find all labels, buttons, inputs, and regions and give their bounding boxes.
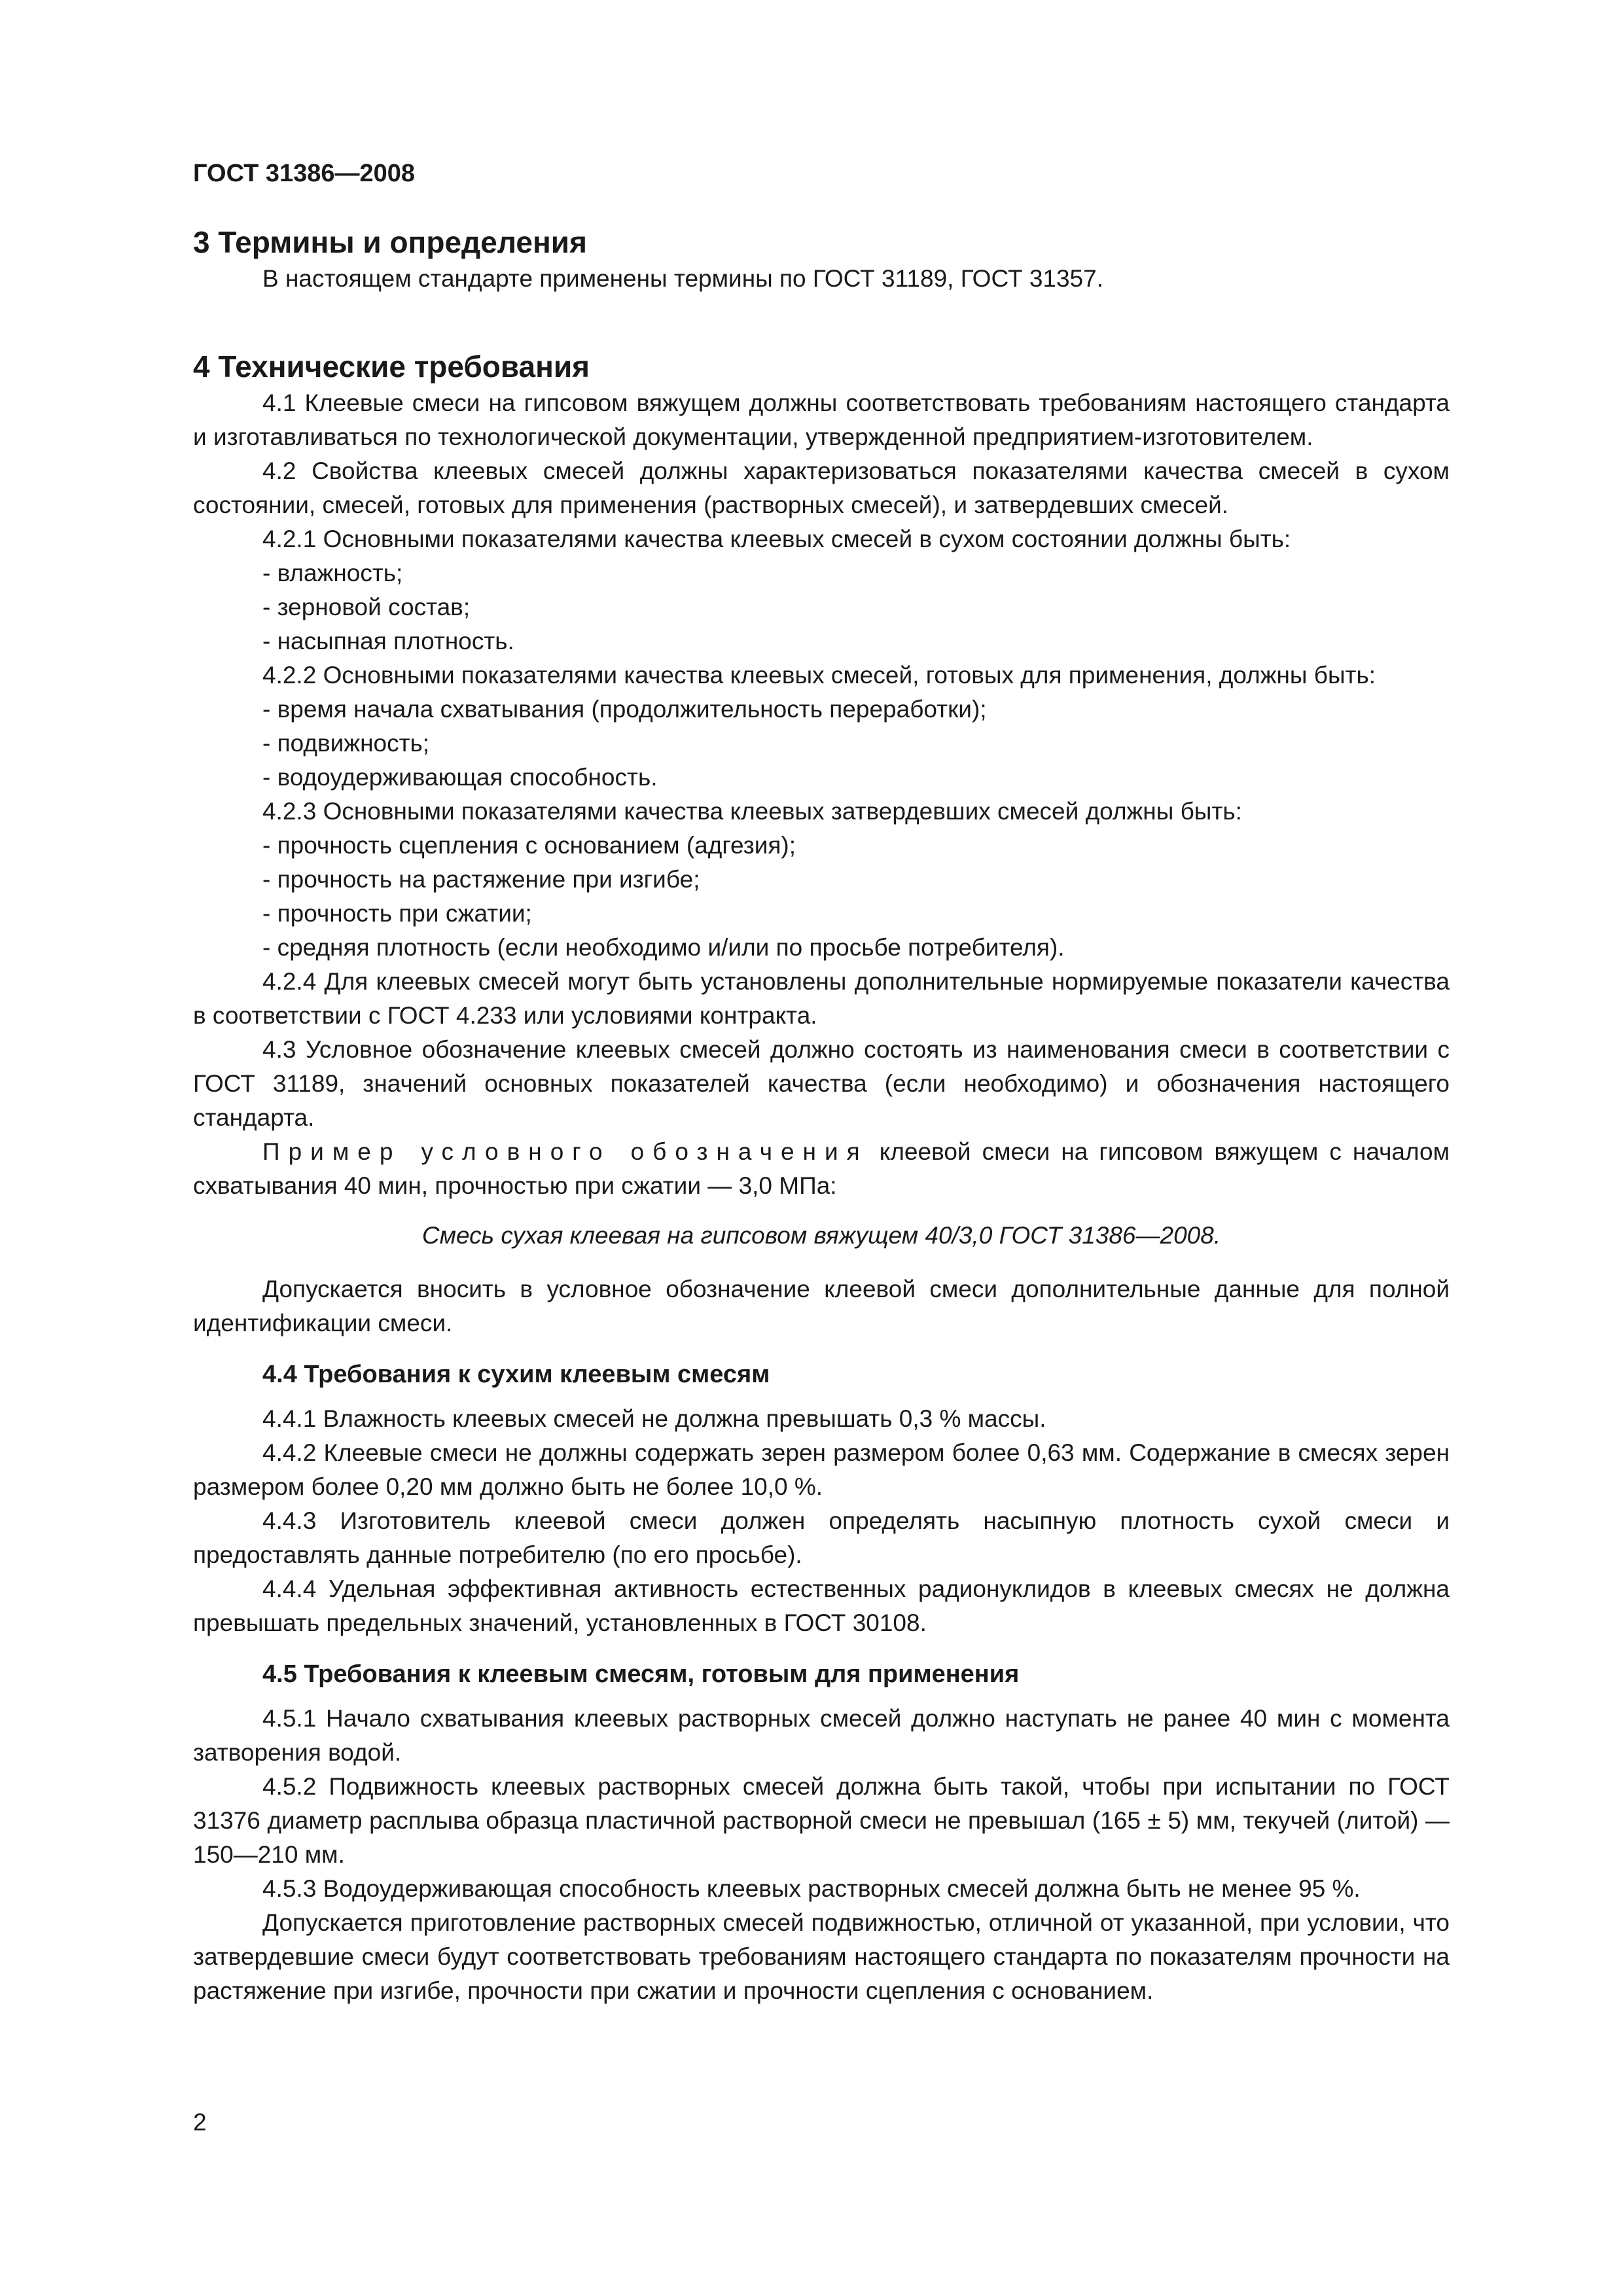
list-item: - средняя плотность (если необходимо и/или по просьбе потребителя). [262, 934, 1065, 961]
section-4-4-title: 4.4 Требования к сухим клеевым смесям [262, 1361, 770, 1388]
list-item: - время начала схватывания (продолжительность переработки); [262, 696, 987, 723]
list-item: - прочность на растяжение при изгибе; [262, 866, 700, 893]
paragraph-4-2-3: 4.2.3 Основными показателями качества клеевых затвердевших смесей должны быть: [262, 798, 1242, 825]
paragraph-4-5-allowed: Допускается приготовление растворных смесей подвижностью, отличной от указанной, при условии, что затвердевшие смеси будут соответствовать требованиям настоящего стандарта по показателям прочности на растяжение при изгибе, прочности при сжатии и прочности сцепления с основанием. [193, 1909, 1450, 2004]
list-item: - зерновой состав; [262, 594, 471, 620]
paragraph-4-2-2: 4.2.2 Основными показателями качества клеевых смесей, готовых для применения, должны быть: [262, 662, 1376, 689]
list-item: - влажность; [262, 560, 403, 586]
list-item: - подвижность; [262, 730, 430, 757]
example-label: Пример условного обозначения [262, 1138, 868, 1165]
paragraph-4-4-2: 4.4.2 Клеевые смеси не должны содержать зерен размером более 0,63 мм. Содержание в смесях зерен размером более 0,20 мм должно быть не более 10,0 %. [193, 1439, 1450, 1500]
list-item: - насыпная плотность. [262, 628, 514, 655]
paragraph-allowed-additions: Допускается вносить в условное обозначение клеевой смеси дополнительные данные для полной идентификации смеси. [193, 1276, 1450, 1336]
list-item: - водоудерживающая способность. [262, 764, 658, 791]
paragraph-4-3: 4.3 Условное обозначение клеевых смесей должно состоять из наименования смеси в соответствии с ГОСТ 31189, значений основных показателей качества (если необходимо) и обозначения настоящего стандарта. [193, 1036, 1450, 1131]
section-3-title: 3 Термины и определения [193, 225, 587, 259]
list-item: - прочность при сжатии; [262, 900, 532, 927]
paragraph-4-2-4: 4.2.4 Для клеевых смесей могут быть установлены дополнительные нормируемые показатели качества в соответствии с ГОСТ 4.233 или условиями контракта. [193, 968, 1450, 1029]
paragraph-4-5-2: 4.5.2 Подвижность клеевых растворных смесей должна быть такой, чтобы при испытании по ГОСТ 31376 диаметр расплыва образца пластичной растворной смеси не превышал (165 ± 5) мм, текучей (литой) — 150—210 мм. [193, 1773, 1450, 1868]
paragraph-4-5-3: 4.5.3 Водоудерживающая способность клеевых растворных смесей должна быть не менее 95 %. [262, 1875, 1361, 1902]
section-4-title: 4 Технические требования [193, 350, 590, 384]
paragraph-4-4-4: 4.4.4 Удельная эффективная активность естественных радионуклидов в клеевых смесях не должна превышать предельных значений, установленных в ГОСТ 30108. [193, 1575, 1450, 1636]
paragraph-4-2: 4.2 Свойства клеевых смесей должны характеризоваться показателями качества смесей в сухом состоянии, смесей, готовых для применения (растворных смесей), и затвердевших смесей. [193, 457, 1450, 518]
list-item: - прочность сцепления с основанием (адгезия); [262, 832, 796, 859]
paragraph-4-4-1: 4.4.1 Влажность клеевых смесей не должна превышать 0,3 % массы. [262, 1405, 1046, 1432]
example-paragraph [193, 1135, 1450, 1203]
document-body [193, 223, 1450, 2008]
section-4-5-title: 4.5 Требования к клеевым смесям, готовым для применения [262, 1660, 1020, 1688]
document-code: ГОСТ 31386—2008 [193, 160, 416, 187]
example-text: клеевой смеси на гипсовом вяжущем с началом схватывания 40 мин, прочностью при сжатии — 3,0 МПа: [193, 1138, 1450, 1199]
paragraph-4-4-3: 4.4.3 Изготовитель клеевой смеси должен определять насыпную плотность сухой смеси и предоставлять данные потребителю (по его просьбе). [193, 1507, 1450, 1568]
paragraph-4-2-1: 4.2.1 Основными показателями качества клеевых смесей в сухом состоянии должны быть: [262, 526, 1291, 552]
page-number: 2 [193, 2109, 207, 2136]
paragraph-4-5-1: 4.5.1 Начало схватывания клеевых растворных смесей должно наступать не ранее 40 мин с момента затворения водой. [193, 1705, 1450, 1766]
paragraph-4-1: 4.1 Клеевые смеси на гипсовом вяжущем должны соответствовать требованиям настоящего стандарта и изготавливаться по технологической документации, утвержденной предприятием-изготовителем. [193, 389, 1450, 450]
example-designation: Смесь сухая клеевая на гипсовом вяжущем 40/3,0 ГОСТ 31386—2008. [421, 1222, 1221, 1249]
section-3-text: В настоящем стандарте применены термины по ГОСТ 31189, ГОСТ 31357. [262, 265, 1103, 292]
